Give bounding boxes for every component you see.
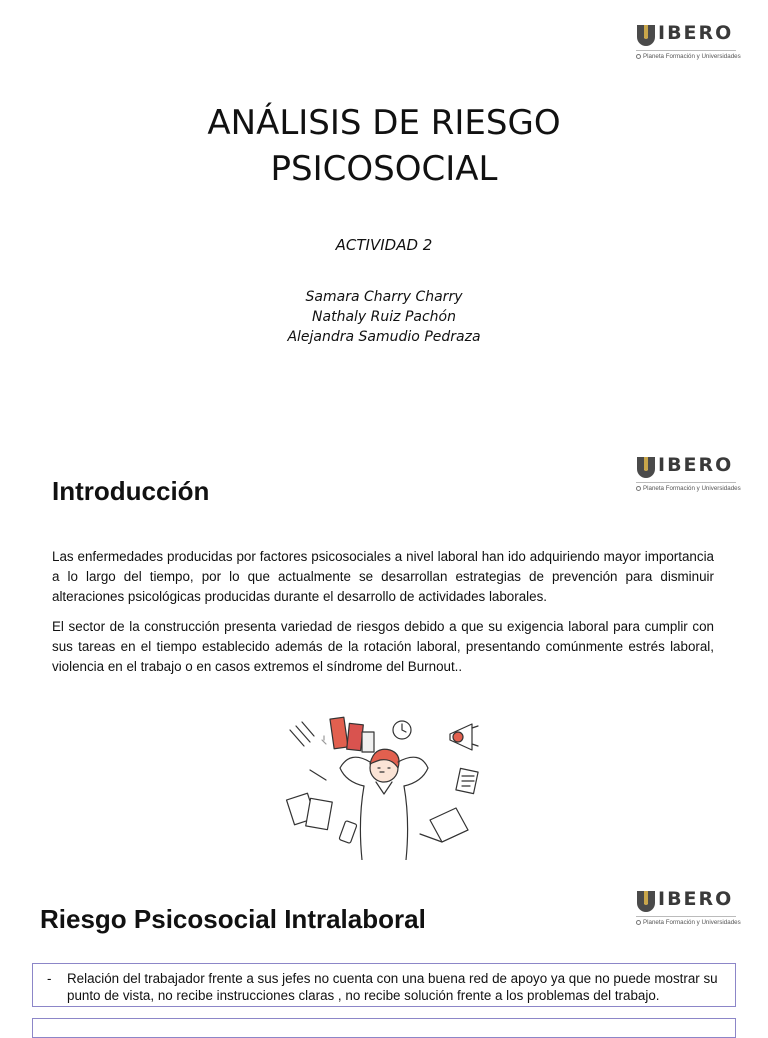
logo-subtitle [636,53,741,60]
logo-word: IBERO [658,454,734,476]
intralaboral-risk-slide [0,880,768,1024]
ibero-logo-mark-icon [636,890,656,914]
risk-item-text: Relación del trabajador frente a sus jefes no cuenta con una buena red de apoyo ya que no puede mostrar su punto de vista, no recibe instrucciones claras , no recibe solución frente a los problemas del trabajo. [67,971,718,1003]
ibero-logo-mark-icon [636,456,656,480]
title-line-2: PSICOSOCIAL [270,149,498,189]
introduction-slide [0,440,768,880]
author-name: Samara Charry Charry [305,289,463,305]
author-list [0,287,768,347]
intro-paragraph-2: El sector de la construcción presenta variedad de riesgos debido a que su exigencia laboral para cumplir con sus tareas en el tiempo establecido además de la rotación laboral, presentando comúnmente estrés laboral, violencia en el trabajo o en casos extremos el síndrome del Burnout.. [52,619,714,674]
ibero-logo [636,22,742,64]
title-slide [0,0,768,430]
activity-label: ACTIVIDAD 2 [335,236,433,254]
section-heading: Introducción [52,476,210,506]
bullet-dash: - [47,971,52,986]
logo-subtitle-text: Planeta Formación y Universidades [643,485,741,492]
logo-subtitle-text: Planeta Formación y Universidades [643,919,741,926]
intro-paragraph-1: Las enfermedades producidas por factores psicosociales a nivel laboral han ido adquiriendo mayor importancia a lo largo del tiempo, por lo que actualmente se desarrollan estrategias de prevención para disminuir alteraciones psicológicas producidas durante el desarrollo de actividades laborales. [52,549,714,604]
ibero-logo [636,888,742,930]
globe-icon [636,486,641,491]
logo-subtitle-text: Planeta Formación y Universidades [643,53,741,60]
risk-item-box-partial [32,1018,736,1038]
author-name: Alejandra Samudio Pedraza [287,329,481,345]
section-heading: Riesgo Psicosocial Intralaboral [40,904,426,934]
ibero-logo [636,454,742,496]
logo-word: IBERO [658,888,734,910]
logo-divider [636,916,736,917]
globe-icon [636,54,641,59]
presentation-title [0,100,768,192]
risk-item-box [32,963,736,1007]
logo-divider [636,482,736,483]
title-line-1: ANÁLISIS DE RIESGO [207,103,561,143]
logo-divider [636,50,736,51]
author-name: Nathaly Ruiz Pachón [312,309,456,325]
logo-subtitle [636,919,741,926]
globe-icon [636,920,641,925]
logo-subtitle [636,485,741,492]
logo-word: IBERO [658,22,734,44]
stressed-worker-illustration [280,710,490,860]
ibero-logo-mark-icon [636,24,656,48]
